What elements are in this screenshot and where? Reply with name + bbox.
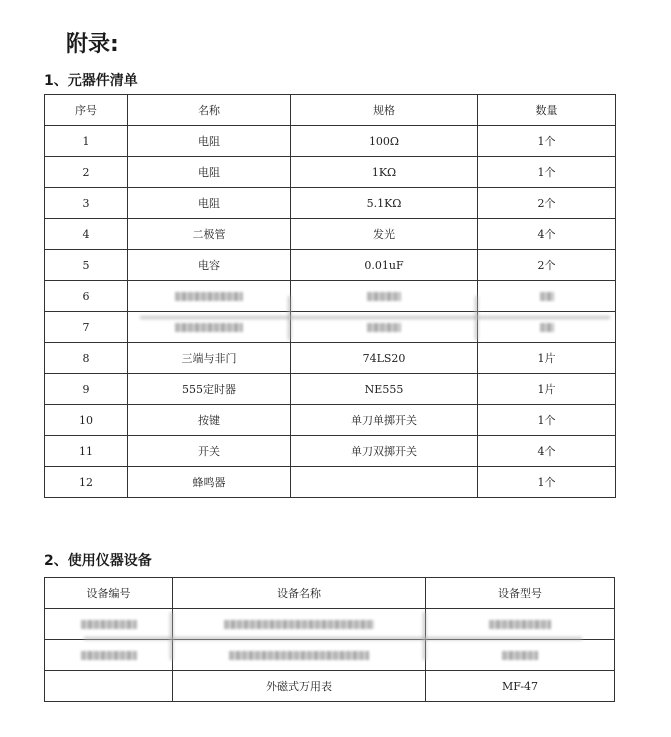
table-row: [45, 157, 616, 188]
name-cell: 电阻: [128, 188, 291, 219]
redaction-blur: [84, 637, 582, 640]
redacted-text: [175, 323, 243, 332]
table-row-redacted: [45, 609, 615, 640]
index-cell: 7: [45, 312, 128, 343]
section-title-instruments: 2、使用仪器设备: [44, 553, 152, 569]
redacted-text: [489, 620, 551, 629]
name-cell: 电阻: [128, 157, 291, 188]
redacted-cell: [478, 281, 616, 312]
index-cell: 11: [45, 436, 128, 467]
qty-cell: 1个: [478, 126, 616, 157]
table-row-redacted: [45, 281, 616, 312]
table-row: [45, 343, 616, 374]
spec-cell: 1KΩ: [291, 157, 478, 188]
name-cell: 555定时器: [128, 374, 291, 405]
qty-cell: 4个: [478, 436, 616, 467]
table-row: [45, 219, 616, 250]
table-row: [45, 250, 616, 281]
page-title: 附录:: [66, 32, 119, 57]
redacted-text: [175, 292, 243, 301]
qty-cell: 1片: [478, 343, 616, 374]
index-cell: 6: [45, 281, 128, 312]
redaction-blur: [423, 612, 426, 660]
header-cell: 名称: [128, 95, 291, 126]
id-cell: [45, 671, 173, 702]
name-cell: 三端与非门: [128, 343, 291, 374]
redacted-text: [540, 292, 554, 301]
table-row: [45, 126, 616, 157]
table-row: [45, 671, 615, 702]
index-cell: 8: [45, 343, 128, 374]
name-cell: 开关: [128, 436, 291, 467]
redacted-cell: [426, 609, 615, 640]
spec-cell: 74LS20: [291, 343, 478, 374]
index-cell: 9: [45, 374, 128, 405]
table-row: [45, 374, 616, 405]
index-cell: 10: [45, 405, 128, 436]
header-cell: 设备编号: [45, 578, 173, 609]
redacted-text: [81, 620, 137, 629]
spec-cell: 单刀双掷开关: [291, 436, 478, 467]
table-header-row: [45, 95, 616, 126]
qty-cell: 1个: [478, 157, 616, 188]
index-cell: 3: [45, 188, 128, 219]
redacted-text: [502, 651, 538, 660]
header-cell: 序号: [45, 95, 128, 126]
section-title-components: 1、元器件清单: [44, 73, 138, 89]
redacted-cell: [426, 640, 615, 671]
index-cell: 1: [45, 126, 128, 157]
table-row: [45, 436, 616, 467]
spec-cell: 0.01uF: [291, 250, 478, 281]
name-cell: 外磁式万用表: [173, 671, 426, 702]
qty-cell: 1片: [478, 374, 616, 405]
redaction-blur: [170, 612, 173, 660]
spec-cell: NE555: [291, 374, 478, 405]
redacted-text: [229, 651, 369, 660]
redacted-cell: [173, 609, 426, 640]
name-cell: 按键: [128, 405, 291, 436]
qty-cell: 2个: [478, 188, 616, 219]
redacted-text: [367, 323, 401, 332]
index-cell: 12: [45, 467, 128, 498]
index-cell: 2: [45, 157, 128, 188]
name-cell: 电容: [128, 250, 291, 281]
redacted-cell: [45, 609, 173, 640]
header-cell: 设备型号: [426, 578, 615, 609]
redaction-blur: [140, 316, 610, 319]
header-cell: 规格: [291, 95, 478, 126]
name-cell: 蜂鸣器: [128, 467, 291, 498]
index-cell: 5: [45, 250, 128, 281]
components-table: [44, 94, 616, 498]
spec-cell: 发光: [291, 219, 478, 250]
redacted-text: [81, 651, 137, 660]
table-header-row: [45, 578, 615, 609]
redacted-cell: [128, 281, 291, 312]
spec-cell: [291, 467, 478, 498]
header-cell: 数量: [478, 95, 616, 126]
model-cell: MF-47: [426, 671, 615, 702]
redacted-text: [224, 620, 374, 629]
qty-cell: 1个: [478, 405, 616, 436]
redacted-cell: [173, 640, 426, 671]
redaction-blur: [475, 296, 478, 340]
name-cell: 二极管: [128, 219, 291, 250]
name-cell: 电阻: [128, 126, 291, 157]
redacted-text: [367, 292, 401, 301]
table-row: [45, 188, 616, 219]
qty-cell: 2个: [478, 250, 616, 281]
header-cell: 设备名称: [173, 578, 426, 609]
qty-cell: 4个: [478, 219, 616, 250]
spec-cell: 单刀单掷开关: [291, 405, 478, 436]
index-cell: 4: [45, 219, 128, 250]
spec-cell: 5.1KΩ: [291, 188, 478, 219]
spec-cell: 100Ω: [291, 126, 478, 157]
qty-cell: 1个: [478, 467, 616, 498]
table-row: [45, 405, 616, 436]
redacted-cell: [45, 640, 173, 671]
table-row: [45, 467, 616, 498]
redacted-text: [540, 323, 554, 332]
redaction-blur: [288, 296, 291, 340]
table-row-redacted: [45, 640, 615, 671]
redacted-cell: [291, 281, 478, 312]
